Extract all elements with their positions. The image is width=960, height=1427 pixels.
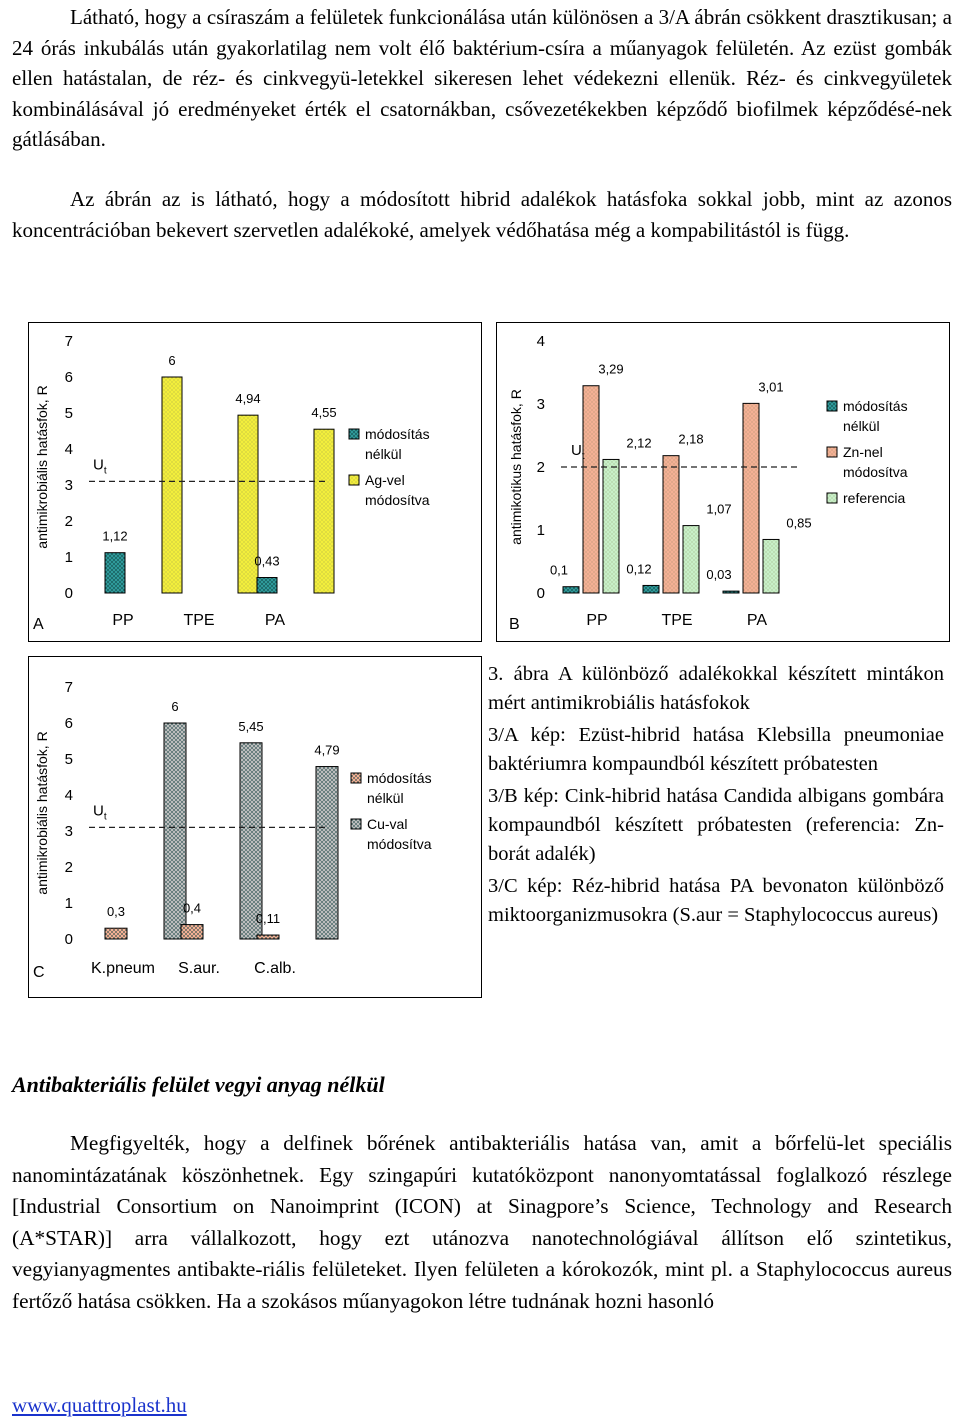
y-tick-label: 5 (64, 405, 73, 422)
data-label: 5,45 (238, 718, 264, 734)
x-tick-label: TPE (661, 612, 693, 629)
figure-caption (488, 660, 944, 933)
data-label: 6 (171, 699, 179, 714)
x-tick-label: S.aur. (178, 960, 220, 977)
y-axis-label: antimikotikus hatásfok, R (508, 389, 524, 545)
chart-a (29, 323, 481, 641)
bar (316, 767, 338, 939)
paragraph-hybrid: Az ábrán az is látható, hogy a módosított hibrid adalékok hatásfoka sokkal jobb, mint az azonos koncentrációban bekevert szervetlen adalékoké, amelyek védőhatása még a kompabilitástól is függ. (12, 187, 952, 242)
bar (257, 578, 277, 593)
y-tick-label: 7 (64, 679, 73, 696)
bar (583, 386, 599, 593)
data-label: 0,43 (254, 553, 280, 569)
legend-swatch (827, 493, 837, 503)
chart-b (497, 323, 949, 641)
data-label: 0,4 (182, 900, 202, 916)
data-label: 0,12 (626, 561, 652, 577)
data-label: 1,12 (102, 528, 128, 544)
bar (314, 429, 334, 593)
legend-label: módosítva (367, 836, 432, 852)
caption-b: 3/B kép: Cink-hibrid hatása Candida albigans gombára kompaundból készített próbatesten (referencia: Zn-borát adalék) (488, 785, 944, 865)
data-label: 0,03 (706, 567, 732, 583)
bar (763, 539, 779, 593)
threshold-label-subscript: t (103, 811, 107, 823)
x-tick-label: PA (746, 612, 768, 629)
legend-label: Zn-nel (843, 444, 883, 460)
legend-label: módosítás (367, 770, 432, 786)
legend-label: Cu-val (367, 816, 408, 832)
legend-swatch (351, 773, 361, 783)
legend-label: referencia (843, 490, 906, 506)
data-label: 2,18 (678, 431, 704, 447)
bar (723, 591, 739, 593)
bar (181, 925, 203, 939)
data-label: 4,79 (314, 742, 340, 758)
legend-label: módosítva (365, 492, 430, 508)
data-label: 2,12 (626, 435, 652, 451)
data-label: 6 (168, 353, 176, 368)
y-tick-label: 4 (536, 333, 545, 350)
x-tick-label: PP (112, 612, 134, 629)
chart-b-frame (496, 322, 950, 642)
bar (563, 587, 579, 593)
bar (257, 935, 279, 939)
y-tick-label: 6 (64, 715, 73, 732)
data-label: 4,94 (235, 391, 261, 407)
legend-label: módosítás (843, 398, 908, 414)
footer-website-link[interactable]: www.quattroplast.hu (12, 1393, 187, 1417)
threshold-label: $U_t$ (93, 456, 107, 477)
section-title: Antibakteriális felület vegyi anyag nélkül (12, 1072, 385, 1097)
bar (603, 459, 619, 593)
paragraph-dolphin: Megfigyelték, hogy a delfinek bőrének antibakteriális hatása van, amit a bőrfelü-let speciális nanomintázatának köszönhetnek. Egy szingapúri kutatóközpont nanonyomtatással foglalkozó részlege [Industrial Consortium on Nanoimprint (ICON) at Sinagpore’s Science, Technology and Research (A*STAR)] arra vállalkozott, hogy ezt utánozva nanotechnológiával állítson elő szintetikus, vegyianyagmentes antibakte-riális felületeket. Ilyen felületen a kórokozók, mint pl. a Staphylococcus aureus fertőző hatása csökken. Ha a szokásos műanyagokon létre tudnának hozni hasonló (12, 1131, 952, 1313)
threshold-label-subscript: t (581, 451, 585, 462)
threshold-label-subscript: t (103, 465, 107, 477)
x-tick-label: C.alb. (254, 960, 296, 977)
y-tick-label: 3 (64, 823, 73, 840)
bar (240, 743, 262, 939)
bar (643, 585, 659, 593)
paragraph-intro: Látható, hogy a csíraszám a felületek funkcionálása után különösen a 3/A ábrán csökkent drasztikusan; a 24 órás inkubálás után gyakorlatilag nem volt élő baktérium-csíra a műanyagok felületén. Az ezüst gombák ellen hatástalan, de réz- és cinkvegyü-letekkel sikeresen lehet védekezni ellenük. Réz- és cinkvegyületek kombinálásával jó eredményeket érték el csatornákban, csővezetékekben képződő biofilmek képződésé-nek gátlásában. (12, 5, 952, 151)
y-tick-label: 0 (64, 931, 73, 948)
threshold-label: $U_t$ (93, 802, 107, 823)
panel-label: A (33, 616, 44, 633)
y-tick-label: 3 (536, 396, 545, 413)
data-label: 4,55 (311, 405, 337, 421)
y-axis-label: antimikrobiális hatásfok, R (34, 731, 50, 895)
y-tick-label: 7 (64, 333, 73, 350)
legend-label: módosítva (843, 464, 908, 480)
bar (105, 928, 127, 939)
caption-main: 3. ábra A különböző adalékokkal készített mintákon mért antimikrobiális hatásfokok (488, 663, 944, 714)
y-tick-label: 3 (64, 477, 73, 494)
panel-label: C (33, 964, 45, 981)
y-tick-label: 1 (64, 549, 73, 566)
bar (743, 403, 759, 593)
data-label: 0,85 (786, 515, 812, 531)
chart-a-frame (28, 322, 482, 642)
x-tick-label: TPE (183, 612, 215, 629)
bar (105, 553, 125, 593)
data-label: 3,01 (758, 379, 784, 395)
bar (162, 377, 182, 593)
x-tick-label: K.pneum (90, 960, 156, 977)
y-tick-label: 6 (64, 369, 73, 386)
caption-a: 3/A kép: Ezüst-hibrid hatása Klebsilla pneumoniae baktériumra kompaundból készített próbatesten (488, 724, 944, 775)
legend-label: nélkül (843, 418, 880, 434)
x-tick-label: PA (264, 612, 286, 629)
legend-label: módosítás (365, 426, 430, 442)
bar (683, 526, 699, 593)
y-tick-label: 5 (64, 751, 73, 768)
y-tick-label: 1 (536, 522, 545, 539)
panel-label: B (509, 616, 520, 633)
data-label: 3,29 (598, 361, 624, 377)
y-tick-label: 0 (536, 585, 545, 602)
y-tick-label: 2 (64, 859, 73, 876)
y-tick-label: 4 (64, 441, 73, 458)
data-label: 1,07 (706, 501, 732, 517)
data-label: 0,11 (255, 911, 281, 927)
threshold-label: $U_t$ (571, 442, 585, 462)
y-axis-label: antimikrobiális hatásfok, R (34, 385, 50, 549)
legend-swatch (351, 819, 361, 829)
bar (663, 456, 679, 593)
legend-swatch (827, 447, 837, 457)
chart-c-frame (28, 656, 482, 998)
chart-c (29, 657, 481, 997)
y-tick-label: 0 (64, 585, 73, 602)
legend-swatch (349, 475, 359, 485)
data-label: 0,3 (106, 904, 126, 920)
y-tick-label: 2 (536, 459, 545, 476)
y-tick-label: 2 (64, 513, 73, 530)
y-tick-label: 1 (64, 895, 73, 912)
caption-c: 3/C kép: Réz-hibrid hatása PA bevonaton különböző miktoorganizmusokra (S.aur = Staphylococcus aureus) (488, 875, 944, 926)
legend-swatch (349, 429, 359, 439)
legend-label: nélkül (367, 790, 404, 806)
legend-label: nélkül (365, 446, 402, 462)
data-label: 0,1 (549, 562, 569, 578)
x-tick-label: PP (586, 612, 608, 629)
legend-swatch (827, 401, 837, 411)
legend-label: Ag-vel (365, 472, 405, 488)
y-tick-label: 4 (64, 787, 73, 804)
